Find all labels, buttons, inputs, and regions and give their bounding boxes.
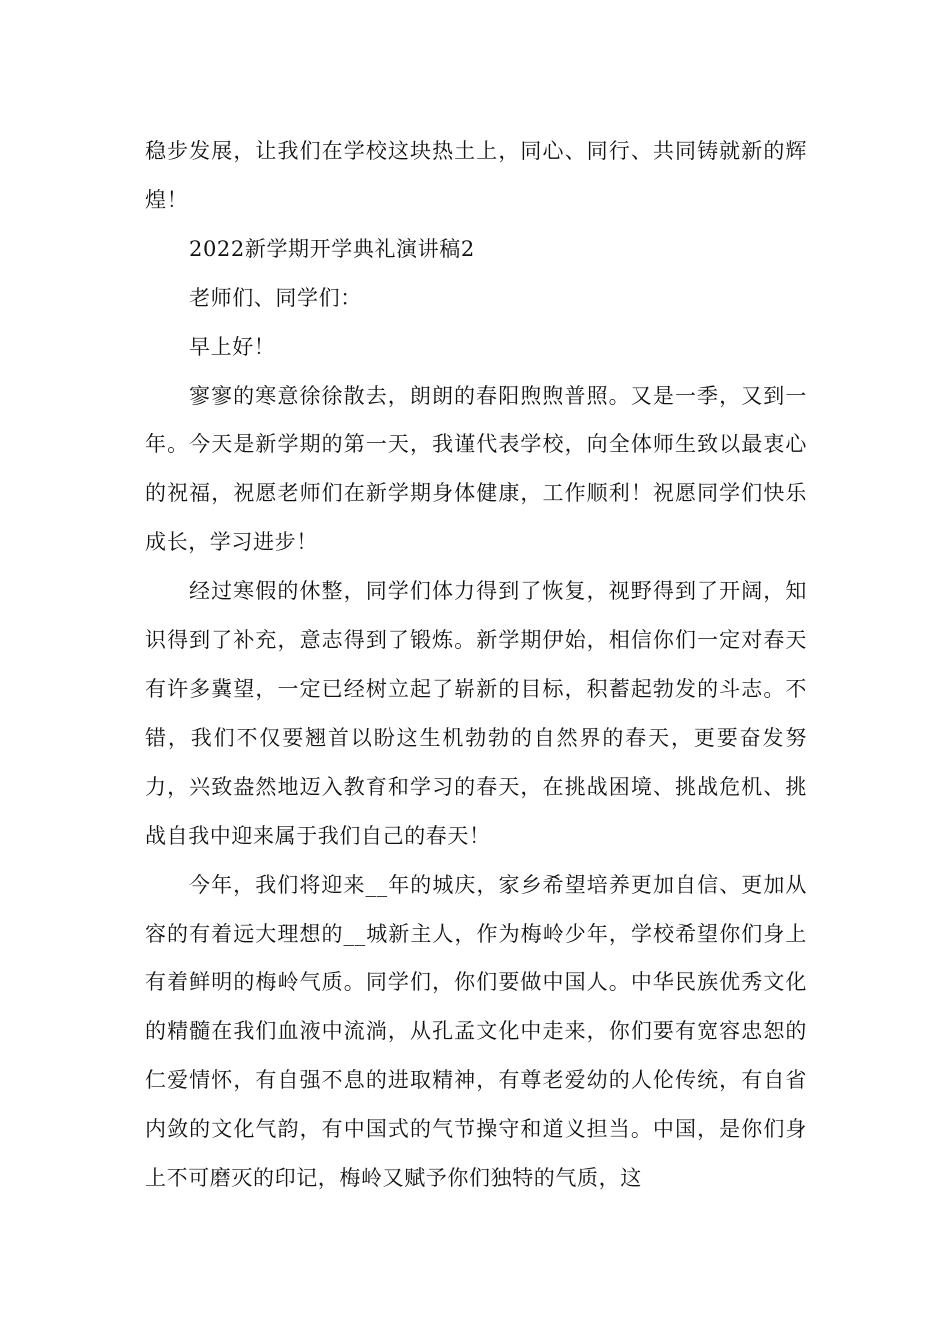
speech-title: 2022新学期开学典礼演讲稿2 [189,236,475,261]
paragraph: 经过寒假的休整，同学们体力得到了恢复，视野得到了开阔，知识得到了补充，意志得到了锻炼。新学期伊始，相信你们一定对春天有许多冀望，一定已经树立起了崭新的目标，积蓄起勃发的斗志。不错，我们不仅要翘首以盼这生机勃勃的自然界的春天，更要奋发努力，兴致盎然地迈入教育和学习的春天，在挑战困境、挑战危机、挑战自我中迎来属于我们自己的春天！ [145,579,807,848]
document-body [145,127,807,1203]
paragraph: 寥寥的寒意徐徐散去，朗朗的春阳煦煦普照。又是一季，又到一年。今天是新学期的第一天，我谨代表学校，向全体师生致以最衷心的祝福，祝愿老师们在新学期身体健康，工作顺利！祝愿同学们快乐成长，学习进步！ [145,383,807,555]
paragraph: 今年，我们将迎来__年的城庆，家乡希望培养更加自信、更加从容的有着远大理想的__城新主人，作为梅岭少年，学校希望你们身上有着鲜明的梅岭气质。同学们，你们要做中国人。中华民族优秀文化的精髓在我们血液中流淌，从孔孟文化中走来，你们要有宽容忠恕的仁爱情怀，有自强不息的进取精神，有尊老爱幼的人伦传统，有自省内敛的文化气韵，有中国式的气节操守和道义担当。中国，是你们身上不可磨灭的印记，梅岭又赋予你们独特的气质，这 [145,872,807,1191]
paragraph-continuation: 稳步发展，让我们在学校这块热土上，同心、同行、共同铸就新的辉煌！ [145,139,807,212]
salutation: 老师们、同学们： [189,285,362,310]
greeting: 早上好！ [189,334,276,359]
